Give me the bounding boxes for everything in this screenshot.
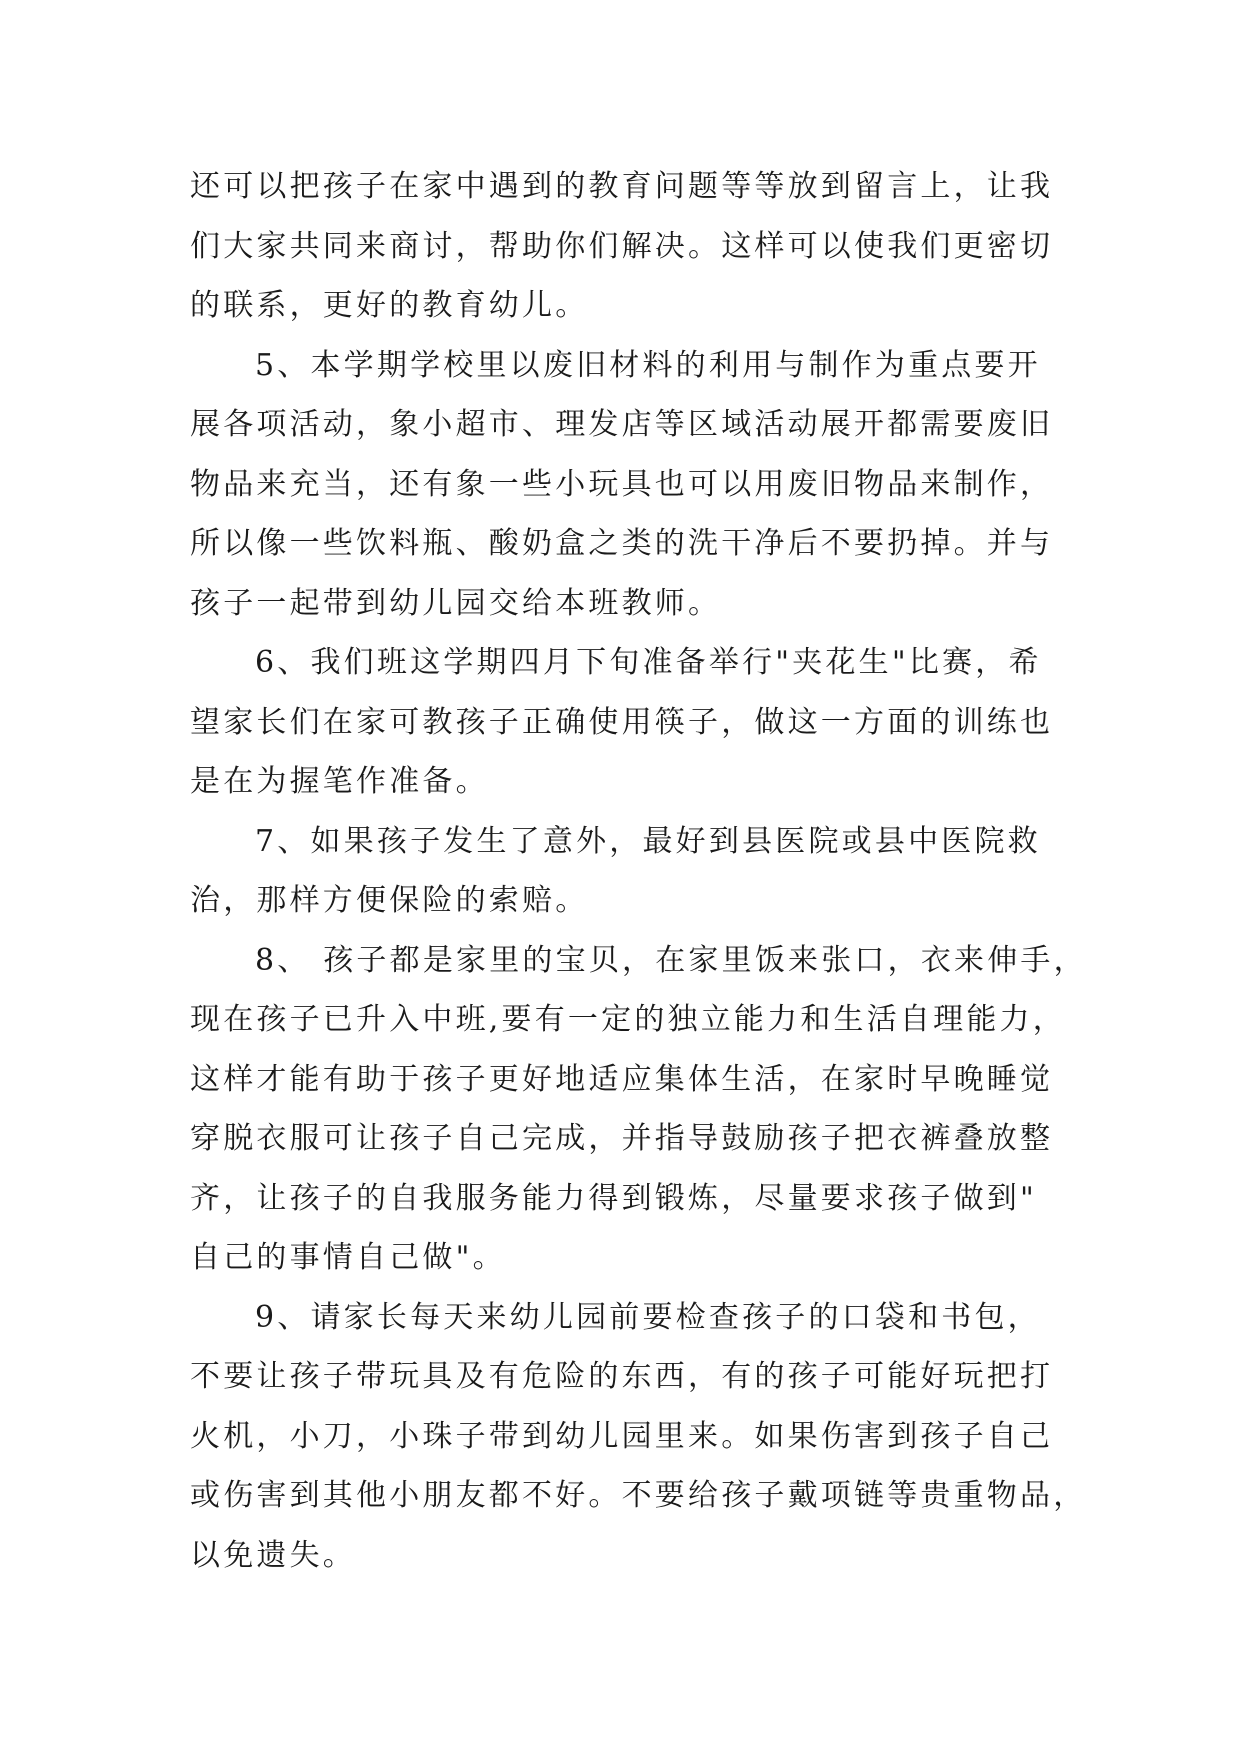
text-line: 齐，让孩子的自我服务能力得到锻炼，尽量要求孩子做到" — [190, 1180, 1037, 1216]
text-line: 火机，小刀，小珠子带到幼儿园里来。如果伤害到孩子自己 — [190, 1418, 1054, 1454]
text-line: 以免遗失。 — [190, 1537, 356, 1573]
text-line: 还可以把孩子在家中遇到的教育问题等等放到留言上，让我 — [190, 169, 1054, 204]
text-line: 望家长们在家可教孩子正确使用筷子，做这一方面的训练也 — [190, 704, 1054, 740]
paragraph-9-first-line: 9、请家长每天来幼儿园前要检查孩子的口袋和书包， — [255, 1299, 1041, 1335]
text-line: 或伤害到其他小朋友都不好。不要给孩子戴项链等贵重物品， — [190, 1478, 1087, 1513]
text-line: 是在为握笔作准备。 — [190, 764, 489, 799]
text-line: 所以像一些饮料瓶、酸奶盒之类的洗干净后不要扔掉。并与 — [190, 526, 1054, 561]
text-line: 这样才能有助于孩子更好地适应集体生活，在家时早晚睡觉 — [190, 1061, 1054, 1097]
text-line: 们大家共同来商讨，帮助你们解决。这样可以使我们更密切 — [190, 228, 1054, 264]
text-line: 现在孩子已升入中班,要有一定的独立能力和生活自理能力， — [190, 1002, 1066, 1037]
text-line: 治，那样方便保险的索赔。 — [190, 883, 589, 918]
paragraph-8-first-line: 8、 孩子都是家里的宝贝，在家里饭来张口，衣来伸手， — [255, 942, 1087, 978]
paragraph-6-first-line: 6、我们班这学期四月下旬准备举行"夹花生"比赛，希 — [255, 645, 1042, 680]
text-line: 自己的事情自己做"。 — [190, 1240, 506, 1275]
text-line: 的联系，更好的教育幼儿。 — [190, 288, 589, 323]
text-line: 不要让孩子带玩具及有危险的东西，有的孩子可能好玩把打 — [190, 1359, 1054, 1394]
text-line: 孩子一起带到幼儿园交给本班教师。 — [190, 585, 722, 621]
paragraph-5-first-line: 5、本学期学校里以废旧材料的利用与制作为重点要开 — [255, 347, 1041, 383]
text-line: 物品来充当，还有象一些小玩具也可以用废旧物品来制作， — [190, 466, 1054, 502]
document-body — [190, 157, 1087, 1585]
text-line: 穿脱衣服可让孩子自己完成，并指导鼓励孩子把衣裤叠放整 — [190, 1121, 1054, 1156]
paragraph-7-first-line: 7、如果孩子发生了意外，最好到县医院或县中医院救 — [255, 823, 1041, 859]
text-line: 展各项活动，象小超市、理发店等区域活动展开都需要废旧 — [190, 407, 1054, 442]
